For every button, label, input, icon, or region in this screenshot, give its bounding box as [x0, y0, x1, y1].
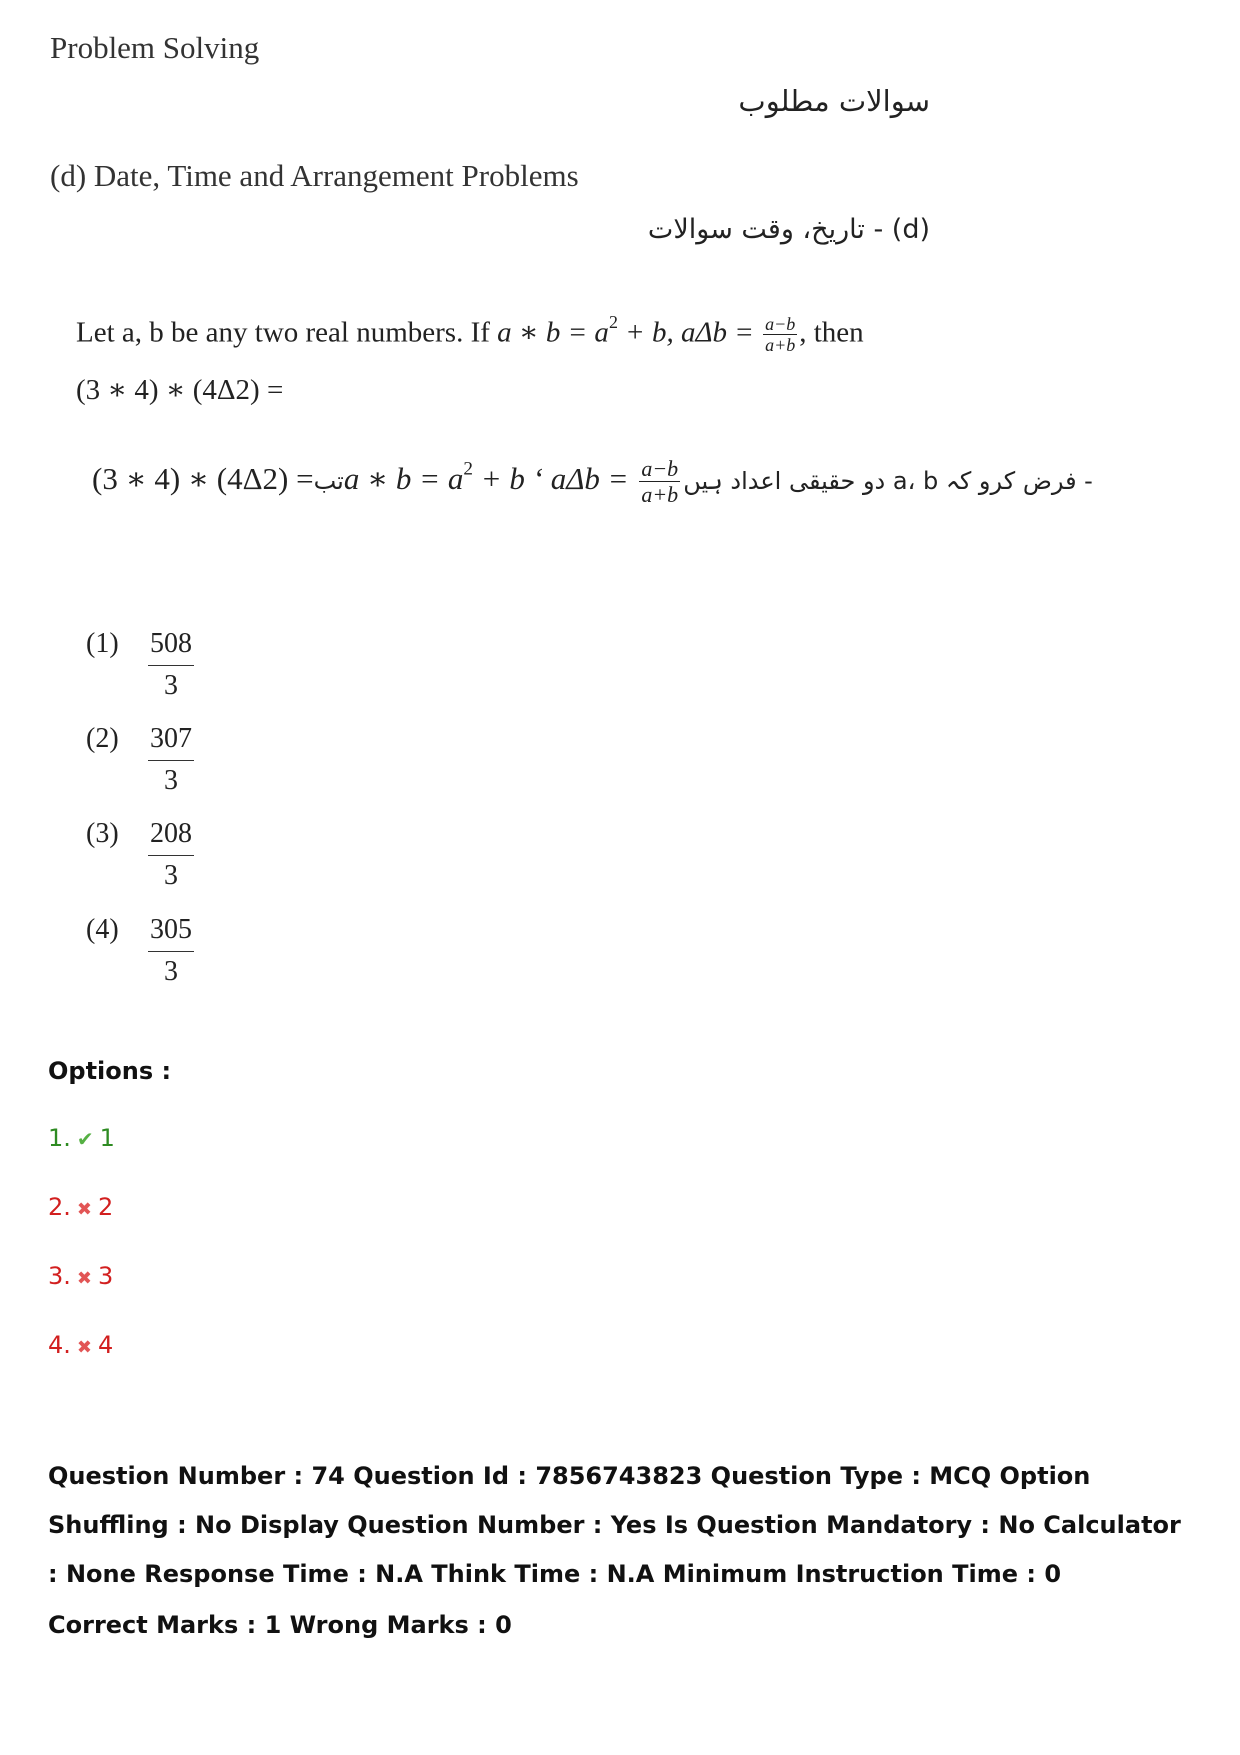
answer-option-1 [48, 1124, 115, 1152]
marks-line: Correct Marks : 1 Wrong Marks : 0 [48, 1611, 512, 1639]
choice-label: (2) [86, 723, 119, 754]
question-english-line-1 [76, 312, 864, 356]
question-expression-2: + b, aΔb = [617, 316, 762, 349]
question-exponent: 2 [608, 312, 618, 332]
answer-index: 1. [48, 1124, 71, 1152]
choice-fraction [148, 624, 194, 706]
answer-index: 2. [48, 1193, 71, 1221]
question-expression-1: a ∗ b = a [497, 316, 609, 349]
check-icon: ✔ [76, 1127, 94, 1151]
answer-value: 3 [98, 1262, 114, 1290]
answer-value: 2 [98, 1193, 114, 1221]
urdu-tab-word: تب [313, 466, 344, 495]
question-english-line-2: (3 ∗ 4) ∗ (4Δ2) = [76, 374, 284, 406]
question-metadata: Question Number : 74 Question Id : 7856743823 Question Type : MCQ Option Shuffling : No Display Question Number : Yes Is Question Mandatory : No Calculator : None Response Time : N.A Think Time : N.A Minimum Instruction Time : 0 [48, 1462, 1181, 1588]
choice-fraction [148, 910, 194, 992]
answer-value: 1 [99, 1124, 115, 1152]
cross-icon: ✖ [76, 1199, 92, 1220]
answer-option-4 [48, 1331, 113, 1359]
urdu-fraction-numerator: a−b [641, 456, 679, 481]
fraction-numerator: a−b [765, 313, 796, 334]
answer-option-3 [48, 1262, 113, 1290]
choice-denominator: 3 [164, 859, 178, 891]
subsection-title-urdu: (d) - تاریخ، وقت سوالات [647, 214, 930, 245]
question-intro: Let a, b be any two real numbers. If [76, 316, 498, 349]
section-title: Problem Solving [50, 30, 260, 65]
answer-value: 4 [98, 1331, 114, 1359]
choice-denominator: 3 [164, 669, 178, 701]
question-then: , then [799, 316, 864, 349]
section-title-urdu: سوالات مطلوب [738, 84, 930, 118]
answer-index: 4. [48, 1331, 71, 1359]
urdu-fraction [639, 456, 680, 508]
choice-denominator: 3 [164, 955, 178, 987]
subsection-title: (d) Date, Time and Arrangement Problems [50, 158, 579, 193]
fraction-denominator: a+b [765, 335, 796, 356]
urdu-expression-2: + b ‘ aΔb = [472, 460, 637, 496]
choice-numerator: 307 [148, 719, 194, 761]
choice-fraction [148, 814, 194, 896]
choice-fraction [148, 719, 194, 801]
choice-numerator: 208 [148, 814, 194, 856]
answer-option-2 [48, 1193, 113, 1221]
urdu-expression-left: (3 ∗ 4) ∗ (4Δ2) = [92, 460, 314, 496]
cross-icon: ✖ [76, 1268, 92, 1289]
choice-denominator: 3 [164, 764, 178, 796]
urdu-expression-1: a ∗ b = a [343, 460, 464, 496]
cross-icon: ✖ [76, 1337, 92, 1358]
urdu-fraction-denominator: a+b [641, 482, 679, 508]
urdu-exponent: 2 [463, 458, 473, 480]
urdu-question-text: - فرض کرو کہ a، b دو حقیقی اعداد ہیں [683, 466, 1093, 495]
choice-numerator: 508 [148, 624, 194, 666]
choice-label: (1) [86, 628, 119, 659]
answer-index: 3. [48, 1262, 71, 1290]
choice-numerator: 305 [148, 910, 194, 952]
question-fraction [763, 314, 797, 356]
choice-label: (4) [86, 914, 119, 945]
options-heading: Options : [48, 1057, 172, 1085]
question-urdu-line [92, 456, 1093, 508]
choice-label: (3) [86, 818, 119, 849]
